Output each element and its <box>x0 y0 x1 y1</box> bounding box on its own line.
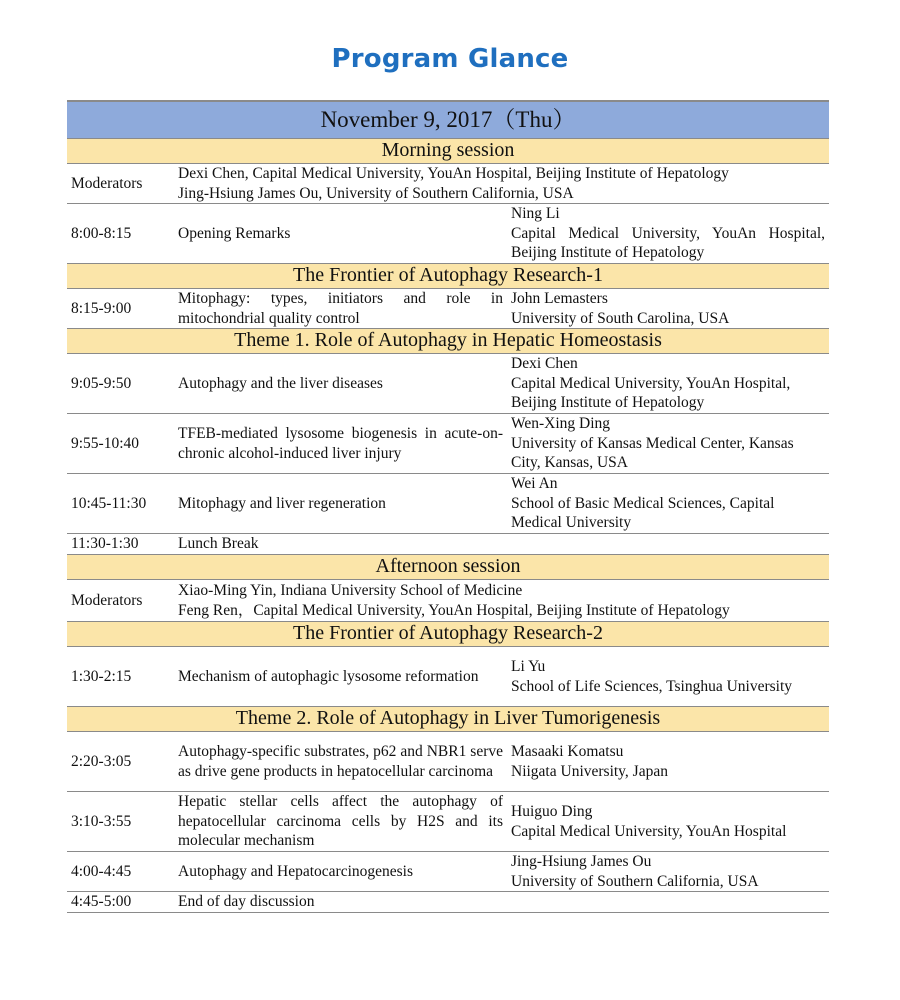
speaker-name: Ning Li <box>511 205 560 223</box>
session-time: 9:05-9:50 <box>67 354 174 414</box>
session-speaker <box>507 414 829 474</box>
session-title: Hepatic stellar cells affect the autophagy of hepatocellular carcinoma cells by H2S and its molecular mechanism <box>174 792 507 852</box>
moderators-row <box>67 164 829 204</box>
session-row <box>67 892 829 913</box>
session-time: 4:00-4:45 <box>67 852 174 892</box>
speaker-affiliation: University of South Carolina, USA <box>511 309 730 327</box>
session-speaker <box>507 289 829 329</box>
section-row <box>67 139 829 164</box>
session-row <box>67 647 829 707</box>
session-row <box>67 852 829 892</box>
session-title: Mechanism of autophagic lysosome reformation <box>174 647 507 707</box>
moderators-names <box>174 164 829 204</box>
speaker-name: Wei An <box>511 475 558 493</box>
session-title: Opening Remarks <box>174 204 507 264</box>
session-title: Mitophagy and liver regeneration <box>174 474 507 534</box>
moderators-row <box>67 580 829 622</box>
session-row <box>67 354 829 414</box>
session-row <box>67 289 829 329</box>
section-frontier-1: The Frontier of Autophagy Research-1 <box>67 264 829 289</box>
date-header: November 9, 2017（Thu） <box>67 101 829 139</box>
session-time: 8:00-8:15 <box>67 204 174 264</box>
session-title: Autophagy and Hepatocarcinogenesis <box>174 852 507 892</box>
date-header-row <box>67 101 829 139</box>
session-title: Autophagy and the liver diseases <box>174 354 507 414</box>
session-time: 8:15-9:00 <box>67 289 174 329</box>
moderator-line: Dexi Chen, Capital Medical University, YouAn Hospital, Beijing Institute of Hepatology <box>178 165 729 182</box>
session-speaker <box>507 474 829 534</box>
section-theme-1: Theme 1. Role of Autophagy in Hepatic Homeostasis <box>67 329 829 354</box>
section-theme-2: Theme 2. Role of Autophagy in Liver Tumorigenesis <box>67 707 829 732</box>
session-row <box>67 792 829 852</box>
moderators-names <box>174 580 829 622</box>
speaker-affiliation: Capital Medical University, YouAn Hospital <box>511 822 787 840</box>
speaker-name: Wen-Xing Ding <box>511 415 611 433</box>
session-row <box>67 474 829 534</box>
section-row <box>67 707 829 732</box>
session-title: TFEB-mediated lysosome biogenesis in acute-on-chronic alcohol-induced liver injury <box>174 414 507 474</box>
moderator-line: Jing-Hsiung James Ou, University of Southern California, USA <box>178 184 574 202</box>
section-row <box>67 329 829 354</box>
speaker-affiliation: School of Life Sciences, Tsinghua University <box>511 677 793 695</box>
session-row <box>67 534 829 555</box>
session-row <box>67 414 829 474</box>
speaker-affiliation: University of Southern California, USA <box>511 872 759 890</box>
session-speaker <box>507 647 829 707</box>
session-title: End of day discussion <box>174 892 829 913</box>
session-time: 11:30-1:30 <box>67 534 174 555</box>
session-title: Autophagy-specific substrates, p62 and NBR1 serve as drive gene products in hepatocellular carcinoma <box>174 732 507 792</box>
moderators-label: Moderators <box>67 580 174 622</box>
speaker-affiliation: University of Kansas Medical Center, Kansas City, Kansas, USA <box>511 434 794 472</box>
session-row <box>67 204 829 264</box>
session-speaker <box>507 204 829 264</box>
speaker-affiliation: Niigata University, Japan <box>511 762 668 780</box>
moderator-line: Xiao-Ming Yin, Indiana University School of Medicine <box>178 582 523 599</box>
page-title: Program Glance <box>331 44 569 74</box>
speaker-name: Masaaki Komatsu <box>511 743 624 760</box>
moderator-line: Feng Ren，Capital Medical University, YouAn Hospital, Beijing Institute of Hepatology <box>178 601 730 619</box>
session-speaker <box>507 354 829 414</box>
session-time: 3:10-3:55 <box>67 792 174 852</box>
session-time: 4:45-5:00 <box>67 892 174 913</box>
section-afternoon: Afternoon session <box>67 555 829 580</box>
session-speaker <box>507 732 829 792</box>
session-speaker <box>507 852 829 892</box>
section-row <box>67 555 829 580</box>
speaker-name: Huiguo Ding <box>511 803 593 820</box>
session-time: 10:45-11:30 <box>67 474 174 534</box>
speaker-affiliation: Capital Medical University, YouAn Hospital, Beijing Institute of Hepatology <box>511 374 791 412</box>
speaker-name: Jing-Hsiung James Ou <box>511 853 652 870</box>
session-row <box>67 732 829 792</box>
session-time: 1:30-2:15 <box>67 647 174 707</box>
speaker-name: John Lemasters <box>511 290 608 307</box>
session-time: 2:20-3:05 <box>67 732 174 792</box>
moderators-label: Moderators <box>67 164 174 204</box>
speaker-affiliation: School of Basic Medical Sciences, Capital Medical University <box>511 494 775 532</box>
section-row <box>67 264 829 289</box>
speaker-affiliation: Capital Medical University, YouAn Hospital, Beijing Institute of Hepatology <box>511 224 826 262</box>
speaker-name: Dexi Chen <box>511 355 578 373</box>
session-title: Mitophagy: types, initiators and role in mitochondrial quality control <box>174 289 507 329</box>
program-table <box>67 100 829 913</box>
session-title: Lunch Break <box>174 534 829 555</box>
section-frontier-2: The Frontier of Autophagy Research-2 <box>67 622 829 647</box>
section-row <box>67 622 829 647</box>
section-morning: Morning session <box>67 139 829 164</box>
speaker-name: Li Yu <box>511 658 546 675</box>
session-speaker <box>507 792 829 852</box>
session-time: 9:55-10:40 <box>67 414 174 474</box>
